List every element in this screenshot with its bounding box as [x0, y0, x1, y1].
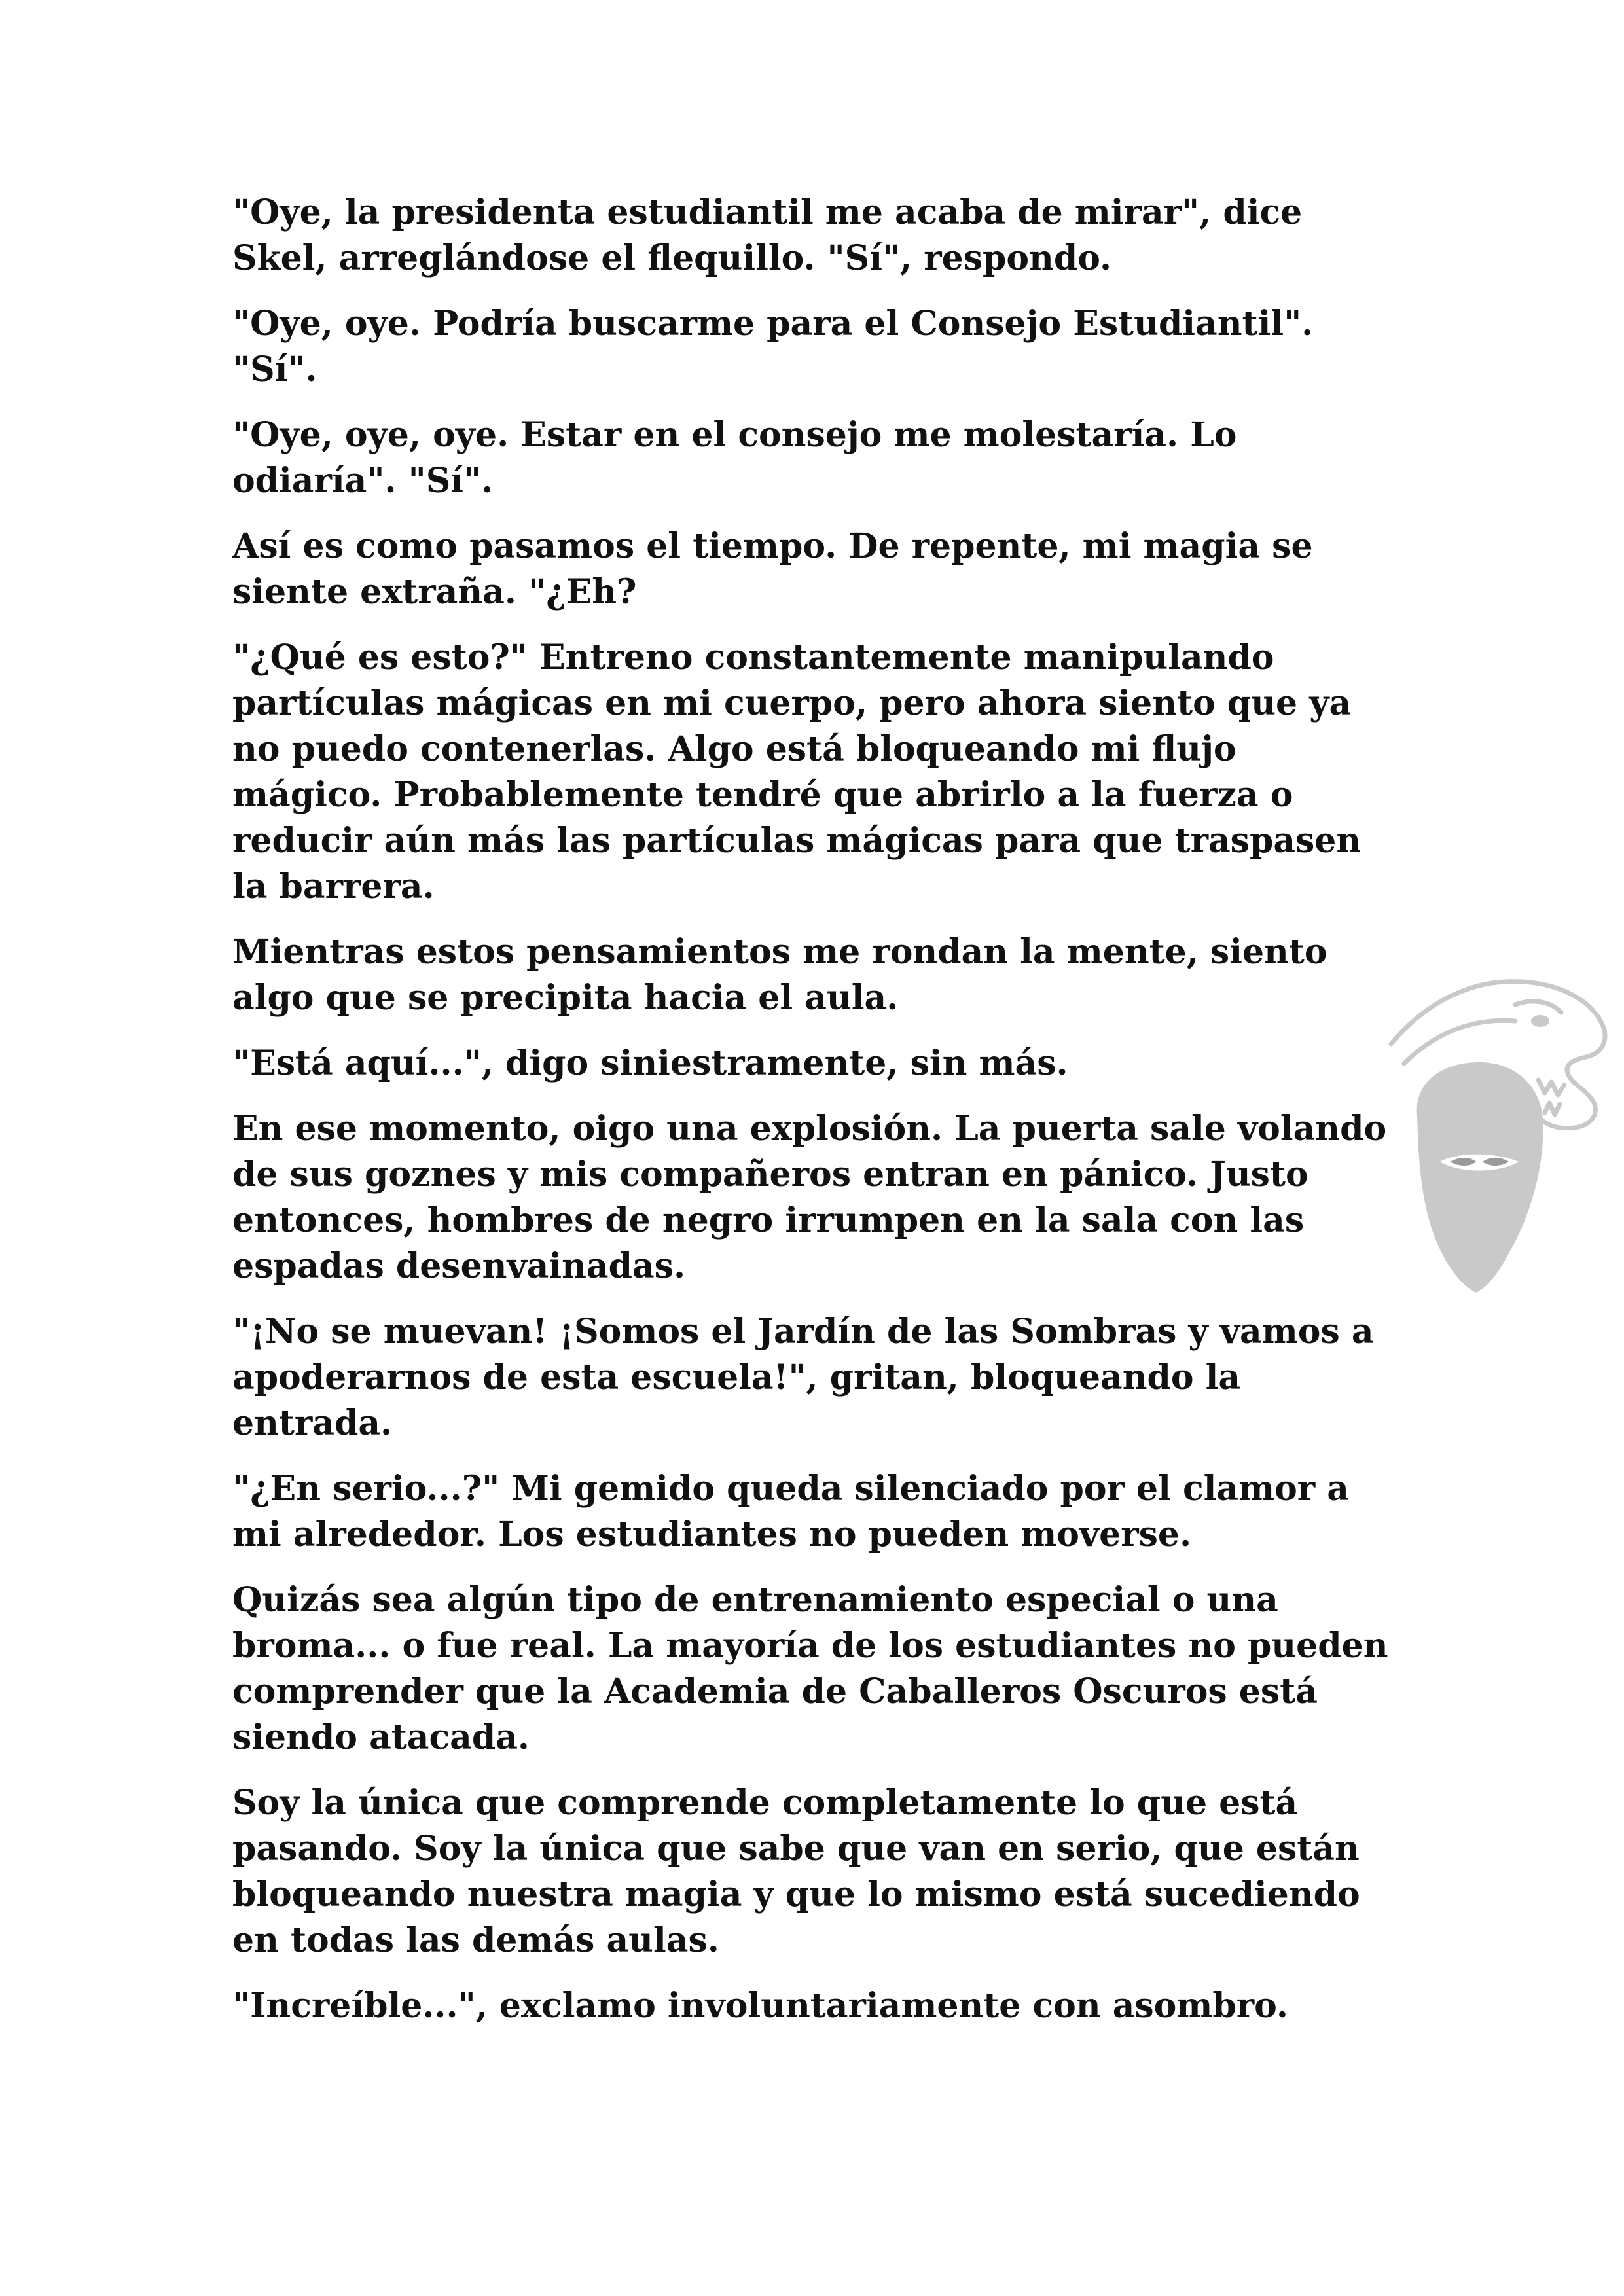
- story-text: [232, 190, 1398, 2049]
- paragraph-13: "Increíble...", exclamo involuntariamente con asombro.: [232, 1986, 1288, 2026]
- paragraph-2: "Oye, oye. Podría buscarme para el Consejo Estudiantil". "Sí".: [232, 304, 1314, 389]
- paragraph-11: Quizás sea algún tipo de entrenamiento especial o una broma... o fue real. La mayoría de los estudiantes no pueden comprender que la Academia de Caballeros Oscuros está siendo atacada.: [232, 1580, 1388, 1757]
- paragraph-3: "Oye, oye, oye. Estar en el consejo me molestaría. Lo odiaría". "Sí".: [232, 415, 1237, 501]
- paragraph-6: Mientras estos pensamientos me rondan la mente, siento algo que se precipita hacia el aula.: [232, 932, 1327, 1018]
- paragraph-5: "¿Qué es esto?" Entreno constantemente manipulando partículas mágicas en mi cuerpo, pero ahora siento que ya no puedo contenerlas. Algo está bloqueando mi flujo mágico. Probablemente tendré que abrirlo a la fuerza o reducir aún más las partículas mágicas para que traspasen la barrera.: [232, 637, 1362, 906]
- paragraph-4: Así es como pasamos el tiempo. De repente, mi magia se siente extraña. "¿Eh?: [232, 526, 1313, 612]
- paragraph-12: Soy la única que comprende completamente lo que está pasando. Soy la única que sabe que van en serio, que están bloqueando nuestra magia y que lo mismo está sucediendo en todas las demás aulas.: [232, 1783, 1360, 1960]
- paragraph-7: "Está aquí...", digo siniestramente, sin más.: [232, 1043, 1068, 1083]
- paragraph-1: "Oye, la presidenta estudiantil me acaba de mirar", dice Skel, arreglándose el flequillo. "Sí", respondo.: [232, 192, 1303, 278]
- paragraph-8: En ese momento, oigo una explosión. La puerta sale volando de sus goznes y mis compañeros entran en pánico. Justo entonces, hombres de negro irrumpen en la sala con las espadas desenvainadas.: [232, 1109, 1387, 1286]
- paragraph-9: "¡No se muevan! ¡Somos el Jardín de las Sombras y vamos a apoderarnos de esta escuela!", gritan, bloqueando la entrada.: [232, 1312, 1374, 1443]
- paragraph-10: "¿En serio...?" Mi gemido queda silenciado por el clamor a mi alrededor. Los estudiantes no pueden moverse.: [232, 1469, 1349, 1554]
- dinosaur-ninja-logo-icon: [1378, 965, 1614, 1306]
